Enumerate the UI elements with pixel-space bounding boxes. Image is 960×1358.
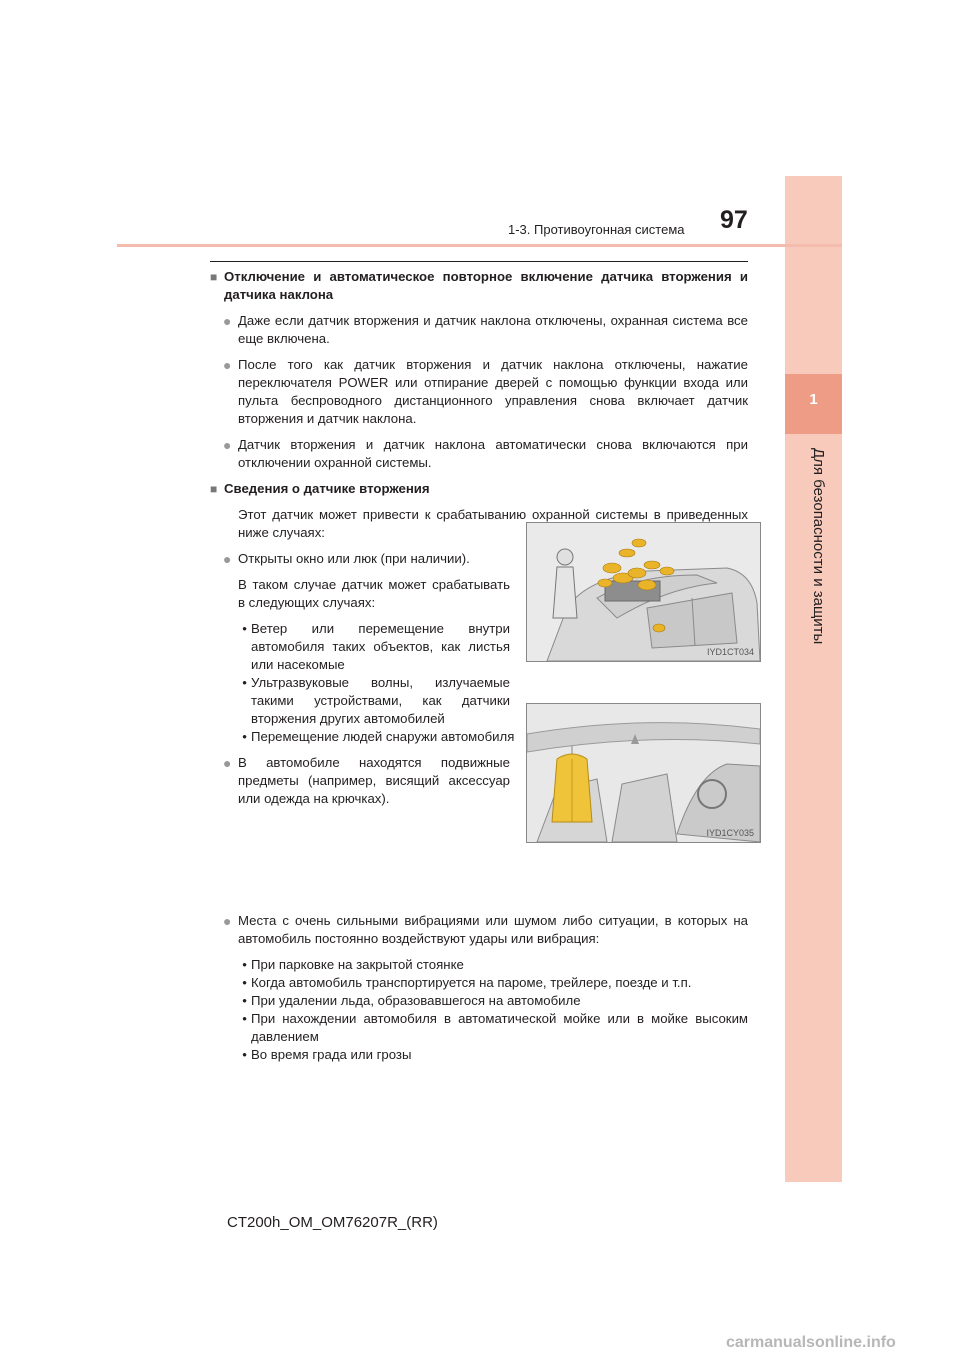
dot-icon: ● [223, 755, 232, 771]
figure-code: IYD1CY035 [706, 828, 754, 838]
list-item [223, 754, 510, 808]
list-item-text: Открыты окно или люк (при наличии). [238, 551, 470, 566]
bullet-text: При удалении льда, образовавшегося на автомобиле [251, 993, 581, 1008]
section-rule [210, 261, 748, 262]
section-heading [210, 480, 748, 498]
case-3 [210, 912, 748, 1064]
list-item-text: Даже если датчик вторжения и датчик наклона отключены, охранная система все еще включена. [238, 313, 748, 346]
figure-hanging-clothes [526, 703, 761, 843]
square-icon: ■ [210, 270, 218, 284]
car-sunroof-illustration [527, 523, 760, 661]
content [210, 268, 748, 1064]
bullet-item [238, 1046, 748, 1064]
bullet-icon: • [242, 1047, 247, 1062]
bullet-icon: • [242, 957, 247, 972]
header-title: 1-3. Противоугонная система [508, 222, 685, 237]
list-item-text: В автомобиле находятся подвижные предметы (например, висящий аксессуар или одежда на крючках). [238, 755, 510, 806]
dot-icon: ● [223, 313, 232, 329]
dot-icon: ● [223, 437, 232, 453]
bullet-item [238, 974, 748, 992]
section-heading [210, 268, 748, 304]
document-code: CT200h_OM_OM76207R_(RR) [227, 1214, 438, 1231]
page-number: 97 [720, 206, 748, 234]
bullet-text: Ветер или перемещение внутри автомобиля таких объектов, как листья или насекомые [251, 621, 510, 672]
case-1 [210, 550, 515, 746]
bullet-icon: • [242, 975, 247, 990]
bullet-text: Во время града или грозы [251, 1047, 412, 1062]
bullet-text: При нахождении автомобиля в автоматической мойке или в мойке высоким давлением [251, 1011, 748, 1044]
bullet-item [238, 1010, 748, 1046]
list-item [223, 356, 748, 428]
list-item [223, 912, 748, 948]
bullet-item [238, 620, 510, 674]
bullet-text: При парковке на закрытой стоянке [251, 957, 464, 972]
chapter-label: Для безопасности и защиты [810, 448, 827, 645]
square-icon: ■ [210, 482, 218, 496]
dot-icon: ● [223, 357, 232, 373]
bullet-text: Перемещение людей снаружи автомобиля [251, 729, 515, 744]
list-item [223, 550, 510, 568]
watermark[interactable]: carmanualsonline.info [726, 1334, 896, 1351]
header-rule [117, 244, 842, 247]
bullet-icon: • [242, 675, 247, 690]
case-2 [210, 754, 510, 912]
dot-icon: ● [223, 551, 232, 567]
intro-text: Этот датчик может привести к срабатыванию охранной системы в приведенных ниже случаях: [238, 507, 748, 540]
list-item-text: После того как датчик вторжения и датчик наклона отключены, нажатие переключателя POWER или отпирание дверей с помощью функции входа или пульта беспроводного дистанционного управления снова включает датчик вторжения и датчик наклона. [238, 357, 748, 426]
bullet-icon: • [242, 993, 247, 1008]
list-item-text: Датчик вторжения и датчик наклона автоматически снова включаются при отключении охранной системы. [238, 437, 748, 470]
bullet-item [238, 674, 510, 728]
car-interior-illustration [527, 704, 760, 842]
dot-icon: ● [223, 913, 232, 929]
bullet-item [238, 956, 748, 974]
section-heading-text: Отключение и автоматическое повторное включение датчика вторжения и датчика наклона [224, 269, 748, 302]
list-item [223, 436, 748, 472]
bullet-item [238, 992, 748, 1010]
bullet-text: Ультразвуковые волны, излучаемые такими устройствами, как датчики вторжения других автомобилей [251, 675, 510, 726]
bullet-icon: • [242, 1011, 247, 1026]
sub-text: В таком случае датчик может срабатывать в следующих случаях: [238, 577, 510, 610]
bullet-icon: • [242, 729, 247, 744]
section-heading-text: Сведения о датчике вторжения [224, 481, 430, 496]
list-item [223, 312, 748, 348]
bullet-text: Когда автомобиль транспортируется на пароме, трейлере, поезде и т.п. [251, 975, 692, 990]
bullet-icon: • [242, 621, 247, 636]
figure-open-sunroof [526, 522, 761, 662]
list-item-text: Места с очень сильными вибрациями или шумом либо ситуации, в которых на автомобиль постоянно воздействуют удары или вибрация: [238, 913, 748, 946]
chapter-tab[interactable]: 1 [785, 374, 842, 434]
figure-code: IYD1CT034 [706, 647, 754, 657]
